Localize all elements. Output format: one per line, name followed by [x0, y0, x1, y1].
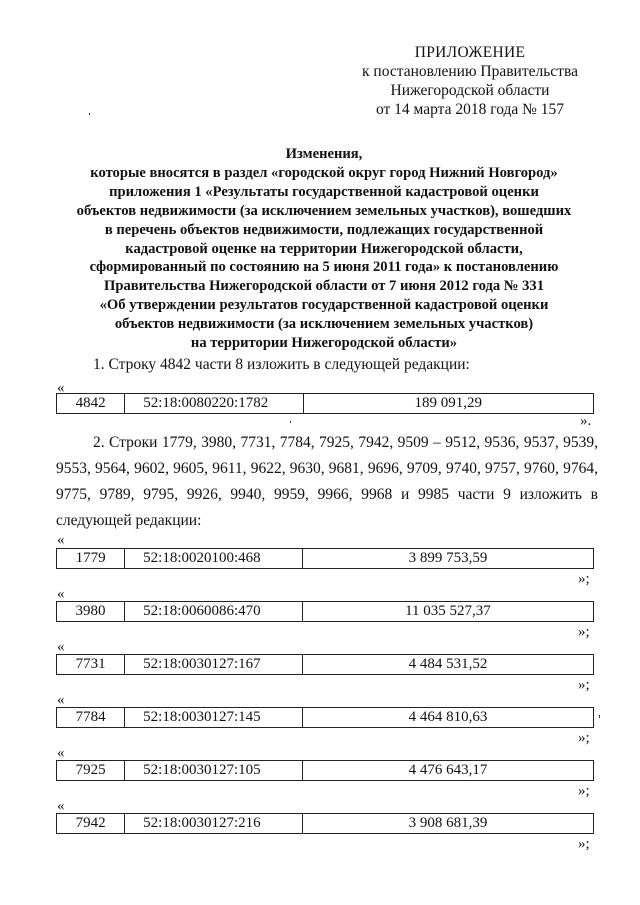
heading-line: в перечень объектов недвижимости, подлежащих государственной [104, 221, 544, 238]
paragraph-line: следующей редакции: [56, 512, 202, 529]
open-quote: « [57, 586, 65, 602]
cadastral-value: 4 484 531,52 [303, 655, 594, 675]
document-heading [50, 145, 598, 353]
close-quote: »; [578, 677, 590, 693]
close-quote: »; [578, 624, 590, 640]
heading-line: на территории Нижегородской области» [190, 335, 458, 352]
row-number: 7731 [57, 655, 125, 675]
row-number: 7784 [57, 708, 125, 728]
cadastral-value: 189 091,29 [303, 394, 593, 414]
heading-line: Изменения, [285, 146, 363, 162]
appendix-line: Нижегородской области [390, 82, 550, 99]
heading-line: объектов недвижимости (за исключением земельных участков), вошедших [76, 202, 572, 219]
cadastral-value: 11 035 527,37 [302, 602, 593, 622]
heading-line: сформированный по состоянию на 5 июня 2011 года» к постановлению [89, 259, 559, 276]
cadastral-value: 3 908 681,39 [303, 814, 594, 834]
cadastral-number: 52:18:0060086:470 [125, 602, 303, 622]
heading-line: «Об утверждении результатов государственной кадастровой оценки [99, 297, 549, 314]
cadastral-number: 52:18:0030127:105 [125, 761, 303, 781]
close-quote: »; [578, 836, 590, 852]
heading-line: которые вносятся в раздел «городской округ город Нижний Новгород» [90, 164, 558, 181]
appendix-title: ПРИЛОЖЕНИЕ [414, 44, 526, 61]
table-row [56, 601, 594, 622]
paragraph-line: 1. Строку 4842 части 8 изложить в следующей редакции: [93, 356, 470, 373]
cadastral-value: 4 464 810,63 [303, 708, 594, 728]
table-row [56, 393, 594, 414]
cadastral-number: 52:18:0030127:167 [125, 655, 303, 675]
table-row [56, 760, 594, 781]
table-row [56, 813, 594, 834]
heading-line: приложения 1 «Результаты государственной кадастровой оценки [109, 183, 539, 200]
table-row [56, 707, 594, 728]
scan-speck [89, 113, 90, 115]
table-row [56, 654, 594, 675]
row-number: 1779 [57, 549, 125, 569]
cadastral-value: 4 476 643,17 [303, 761, 594, 781]
appendix-date-line: от 14 марта 2018 года № 157 [375, 101, 565, 118]
row-number: 7925 [57, 761, 125, 781]
cadastral-number: 52:18:0030127:145 [125, 708, 303, 728]
item1-text [93, 352, 598, 378]
appendix-line: к постановлению Правительства [362, 63, 578, 80]
heading-line: кадастровой оценке на территории Нижегородской области, [125, 240, 523, 257]
open-quote: « [57, 380, 65, 396]
row-number: 4842 [57, 394, 125, 414]
paragraph-line: 9775, 9789, 9795, 9926, 9940, 9959, 9966, 9968 и 9985 части 9 изложить в [56, 486, 598, 503]
scan-speck [290, 421, 291, 423]
scan-speck [599, 715, 600, 718]
appendix-header [320, 43, 620, 119]
cadastral-value: 3 899 753,59 [303, 549, 594, 569]
table-row [56, 548, 594, 569]
close-quote: »; [578, 571, 590, 587]
open-quote: « [57, 745, 65, 761]
open-quote: « [57, 798, 65, 814]
row-number: 7942 [57, 814, 125, 834]
close-quote: »; [578, 730, 590, 746]
cadastral-number: 52:18:0030127:216 [125, 814, 303, 834]
open-quote: « [57, 692, 65, 708]
open-quote: « [57, 532, 65, 548]
cadastral-number: 52:18:0080220:1782 [125, 394, 303, 414]
paragraph-line: 9553, 9564, 9602, 9605, 9611, 9622, 9630, 9681, 9696, 9709, 9740, 9757, 9760, 9764, [56, 460, 598, 477]
cadastral-number: 52:18:0020100:468 [125, 549, 303, 569]
close-quote: »; [578, 783, 590, 799]
item2-text [56, 430, 598, 534]
heading-line: Правительства Нижегородской области от 7 июня 2012 года № 331 [104, 278, 544, 295]
row-number: 3980 [57, 602, 125, 622]
heading-line: объектов недвижимости (за исключением земельных участков) [114, 316, 534, 333]
open-quote: « [57, 639, 65, 655]
close-quote: ». [580, 413, 592, 429]
paragraph-line: 2. Строки 1779, 3980, 7731, 7784, 7925, 7942, 9509 – 9512, 9536, 9537, 9539, [93, 434, 598, 451]
